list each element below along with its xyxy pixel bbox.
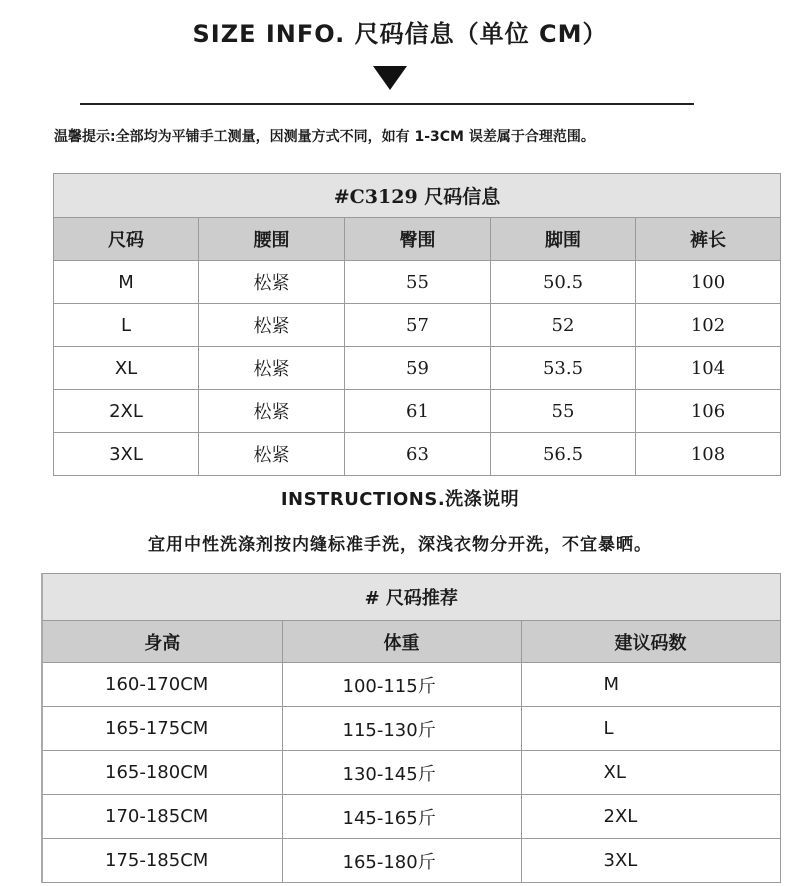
leg-opening-cell: 56.5 [491, 433, 636, 476]
leg-opening-cell: 52 [491, 304, 636, 347]
size-table-header [54, 218, 781, 261]
column-header: 建议码数 [521, 621, 780, 663]
length-cell: 100 [636, 261, 781, 304]
height-cell: 175-185CM [42, 839, 282, 883]
table-row [42, 663, 780, 707]
size-cell: XL [54, 347, 199, 390]
hip-cell: 55 [345, 261, 491, 304]
recommended-size-cell: L [521, 707, 780, 751]
weight-cell: 100-115斤 [282, 663, 521, 707]
hip-cell: 61 [345, 390, 491, 433]
size-cell: M [54, 261, 199, 304]
height-cell: 170-185CM [42, 795, 282, 839]
hip-cell: 63 [345, 433, 491, 476]
weight-cell: 145-165斤 [282, 795, 521, 839]
column-header: 尺码 [54, 218, 199, 261]
height-cell: 165-175CM [42, 707, 282, 751]
length-cell: 104 [636, 347, 781, 390]
hip-cell: 59 [345, 347, 491, 390]
weight-cell: 165-180斤 [282, 839, 521, 883]
column-header: 体重 [282, 621, 521, 663]
recommend-table-header [42, 621, 780, 663]
recommended-size-cell: M [521, 663, 780, 707]
measurement-note: 温馨提示:全部均为平铺手工测量，因测量方式不同，如有 1-3CM 误差属于合理范围。 [54, 129, 595, 145]
table-row [54, 433, 781, 476]
table-row [42, 751, 780, 795]
recommend-table-caption: # 尺码推荐 [42, 574, 780, 621]
height-cell: 160-170CM [42, 663, 282, 707]
leg-opening-cell: 55 [491, 390, 636, 433]
size-cell: 2XL [54, 390, 199, 433]
table-row [42, 707, 780, 751]
triangle-down-icon [373, 66, 407, 90]
recommended-size-cell: 3XL [521, 839, 780, 883]
divider [80, 103, 694, 105]
hip-cell: 57 [345, 304, 491, 347]
column-header: 臀围 [345, 218, 491, 261]
care-instructions: 宜用中性洗涤剂按内缝标准手洗，深浅衣物分开洗，不宜暴晒。 [148, 535, 652, 555]
waist-cell: 松紧 [199, 347, 345, 390]
table-row [42, 795, 780, 839]
waist-cell: 松紧 [199, 390, 345, 433]
size-cell: L [54, 304, 199, 347]
size-cell: 3XL [54, 433, 199, 476]
recommended-size-cell: XL [521, 751, 780, 795]
recommended-size-cell: 2XL [521, 795, 780, 839]
length-cell: 108 [636, 433, 781, 476]
size-recommendation-table [41, 573, 781, 883]
length-cell: 102 [636, 304, 781, 347]
waist-cell: 松紧 [199, 261, 345, 304]
page-title: SIZE INFO. 尺码信息（单位 CM） [192, 20, 608, 48]
table-row [42, 839, 780, 883]
size-info-table [53, 173, 781, 476]
length-cell: 106 [636, 390, 781, 433]
table-row [54, 304, 781, 347]
size-table-caption: #C3129 尺码信息 [54, 174, 781, 218]
column-header: 腰围 [199, 218, 345, 261]
instructions-title: INSTRUCTIONS.洗涤说明 [280, 489, 520, 510]
waist-cell: 松紧 [199, 304, 345, 347]
column-header: 脚围 [491, 218, 636, 261]
column-header: 裤长 [636, 218, 781, 261]
weight-cell: 115-130斤 [282, 707, 521, 751]
leg-opening-cell: 50.5 [491, 261, 636, 304]
table-row [54, 261, 781, 304]
waist-cell: 松紧 [199, 433, 345, 476]
weight-cell: 130-145斤 [282, 751, 521, 795]
table-row [54, 390, 781, 433]
height-cell: 165-180CM [42, 751, 282, 795]
table-row [54, 347, 781, 390]
column-header: 身高 [42, 621, 282, 663]
leg-opening-cell: 53.5 [491, 347, 636, 390]
